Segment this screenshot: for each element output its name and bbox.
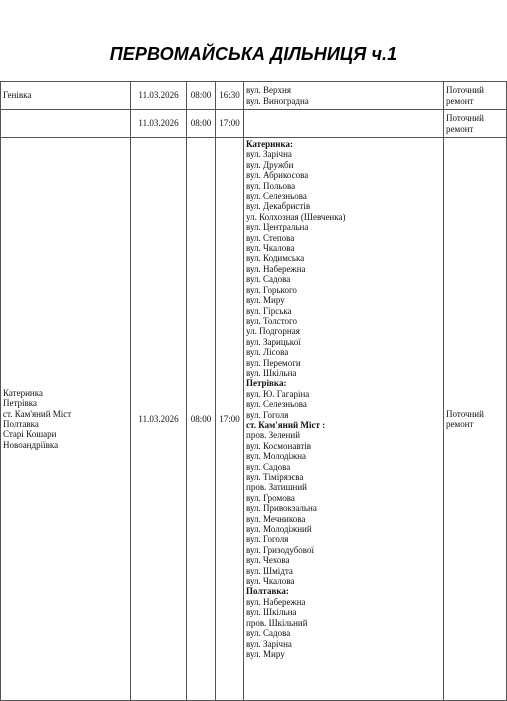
date-cell: 11.03.2026 <box>131 82 187 110</box>
street-item: вул. Мечникова <box>246 513 306 524</box>
table-row <box>1 82 507 110</box>
street-item: вул. Садова <box>246 628 291 639</box>
street-item: вул. Виноградна <box>246 95 309 106</box>
street-item: пров. Шкільний <box>246 617 308 628</box>
street-item: вул. Зарічна <box>246 638 292 649</box>
work-type-cell: Поточний ремонт <box>444 82 507 110</box>
street-item: вул. Садова <box>246 274 291 285</box>
street-item: вул. Привокзальна <box>246 503 317 514</box>
settlement-name: Полтавка <box>3 419 39 429</box>
street-item: вул. Польова <box>246 180 296 191</box>
street-item: вул. Чкалова <box>246 243 295 254</box>
street-item: вул. Шкільна <box>246 367 297 378</box>
street-item: вул. Ю. Гагаріна <box>246 388 310 399</box>
settlement-heading: Катеринка: <box>246 139 294 149</box>
street-item: вул. Тімірязєва <box>246 472 304 482</box>
settlement-name: Катеринка <box>3 387 43 398</box>
end-time-cell: 17:00 <box>216 138 244 701</box>
street-item: пров. Зелений <box>246 430 301 441</box>
street-item: вул. Садова <box>246 461 291 472</box>
street-item: вул. Гірська <box>246 305 292 316</box>
street-item: вул. Гризодубової <box>246 544 314 555</box>
street-list <box>246 139 441 697</box>
settlement-name: ст. Кам'яний Міст <box>3 408 72 419</box>
street-item: вул. Набережна <box>246 596 306 607</box>
street-item: вул. Дружби <box>246 159 294 170</box>
start-time-cell: 08:00 <box>187 138 216 701</box>
street-item: вул. Чкалова <box>246 576 295 587</box>
work-type-cell: Поточний ремонт <box>444 138 507 701</box>
street-item: вул. Чехова <box>246 555 290 566</box>
street-item: вул. Абрикосова <box>246 170 309 181</box>
settlement-name: Старі Кошари <box>3 429 57 440</box>
end-time-cell: 17:00 <box>216 110 244 138</box>
street-item: вул. Миру <box>246 648 285 659</box>
street-item: вул. Гоголя <box>246 534 289 545</box>
street-item: вул. Перемоги <box>246 357 301 368</box>
streets-cell <box>244 110 444 138</box>
street-item: пров. Затишний <box>246 482 307 493</box>
table-row <box>1 138 507 701</box>
streets-cell <box>244 138 444 701</box>
street-item: вул. Миру <box>246 295 285 306</box>
street-item: вул. Центральна <box>246 222 309 233</box>
street-item: вул. Гоголя <box>246 409 289 420</box>
schedule-table <box>0 81 507 701</box>
street-item: вул. Набережна <box>246 263 306 274</box>
settlement-heading: Полтавка: <box>246 586 289 597</box>
street-item: вул. Верхня <box>246 85 291 96</box>
date-cell: 11.03.2026 <box>131 110 187 138</box>
start-time-cell: 08:00 <box>187 110 216 138</box>
street-item: вул. Горького <box>246 284 297 295</box>
street-item: вул. Селезньова <box>246 399 307 410</box>
street-item: вул. Молодіжний <box>246 524 312 535</box>
street-item: вул. Селезньова <box>246 191 307 202</box>
street-item: вул. Громова <box>246 492 295 503</box>
settlement-heading: Петрівка: <box>246 378 287 389</box>
street-item: вул. Лісова <box>246 347 289 358</box>
street-item: вул. Шмідта <box>246 565 293 576</box>
street-item: вул. Молодіжна <box>246 451 307 462</box>
street-item: вул. Зарічна <box>246 149 292 160</box>
streets-cell <box>244 82 444 110</box>
street-item: вул. Шкільна <box>246 607 297 618</box>
street-item: вул. Кодимська <box>246 253 305 264</box>
settlement-heading: ст. Кам'яний Міст : <box>246 419 326 430</box>
settlement-name: Петрівка <box>3 398 38 409</box>
table-row <box>1 110 507 138</box>
work-type-cell: Поточний ремонт <box>444 110 507 138</box>
settlement-name: Генівка <box>3 90 32 101</box>
street-item: вул. Зарицької <box>246 336 301 347</box>
settlements-cell <box>1 110 131 138</box>
end-time-cell: 16:30 <box>216 82 244 110</box>
settlement-name: Новоандріївка <box>3 439 59 450</box>
street-item: вул. Толстого <box>246 315 298 326</box>
street-item: вул. Декабристів <box>246 201 311 212</box>
date-cell: 11.03.2026 <box>131 138 187 701</box>
settlements-cell <box>1 82 131 110</box>
start-time-cell: 08:00 <box>187 82 216 110</box>
street-item: вул. Степова <box>246 232 295 243</box>
settlements-cell <box>1 138 131 701</box>
street-item: ул. Колхозная (Шевченка) <box>246 211 346 222</box>
page-title: ПЕРВОМАЙСЬКА ДІЛЬНИЦЯ ч.1 <box>109 44 398 64</box>
street-item: ул. Подгорная <box>246 326 300 337</box>
street-item: вул. Космонавтів <box>246 440 312 451</box>
